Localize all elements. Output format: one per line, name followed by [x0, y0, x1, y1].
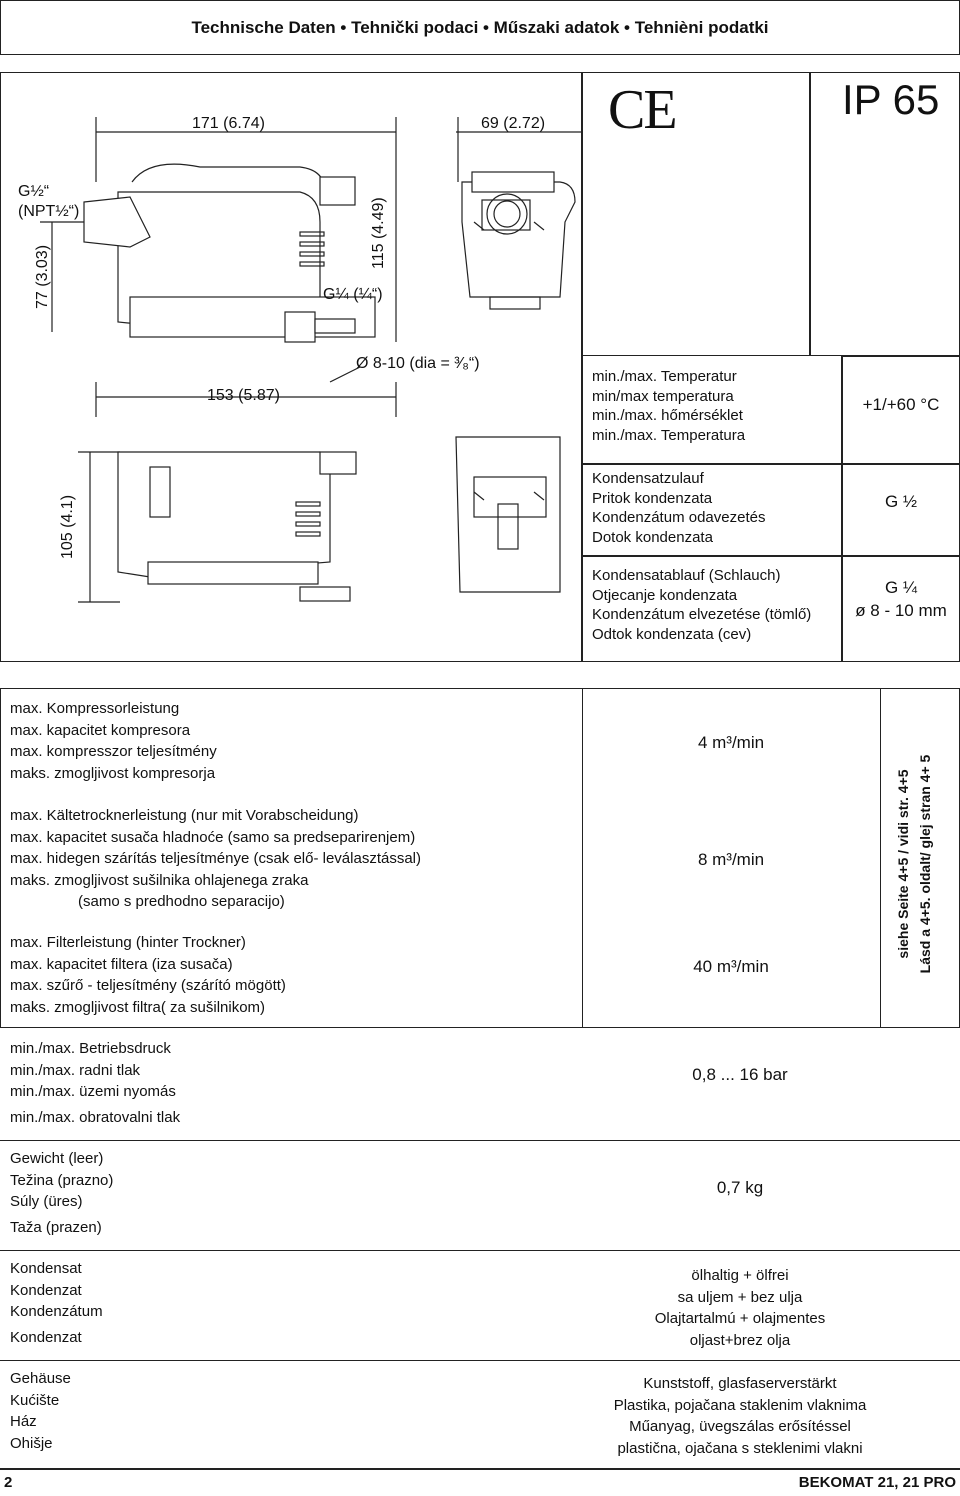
- page-number: 2: [4, 1474, 13, 1491]
- pressure-labels: min./max. Betriebsdruck min./max. radni tlak min./max. üzemi nyomás min./max. obratovalni tlak: [10, 1040, 181, 1126]
- weight-value: 0,7 kg: [716, 1178, 764, 1197]
- dimension-npt: (NPT½“): [18, 203, 80, 220]
- dimension-69: 69 (2.72): [481, 115, 546, 132]
- divider: [0, 1140, 960, 1141]
- ip-rating: IP 65: [842, 76, 940, 123]
- dimension-77: 77 (3.03): [34, 244, 51, 309]
- dimension-105: 105 (4.1): [59, 494, 76, 559]
- dimension-g12: G½“: [18, 183, 50, 200]
- dimension-115: 115 (4.49): [370, 197, 387, 269]
- divider: [0, 1250, 960, 1251]
- housing-labels: Gehäuse Kućište Ház Ohišje: [10, 1370, 71, 1452]
- housing-values: Kunststoff, glasfaserverstärkt Plastika, pojačana staklenim vlaknima Műanyag, üvegszálas erősítéssel plastična, ojačana s steklenimi vlakni: [613, 1375, 867, 1457]
- outlet-value-hose: ø 8 - 10 mm: [855, 601, 947, 620]
- divider: [880, 688, 881, 1028]
- compressor-labels: max. Kompressorleistung max. kapacitet kompresora max. kompresszor teljesítmény maks. zmogljivost kompresorja: [10, 700, 217, 782]
- product-name: BEKOMAT 21, 21 PRO: [798, 1474, 956, 1491]
- filter-labels: max. Filterleistung (hinter Trockner) max. kapacitet filtera (iza susača) max. szűrő - teljesítmény (szárító mögött) maks. zmogljivost filtra( za sušilnikom): [10, 934, 286, 1016]
- temperature-labels: min./max. Temperatur min/max temperatura min./max. hőmérséklet min./max. Temperatura: [592, 368, 746, 444]
- dimension-171: 171 (6.74): [192, 115, 265, 132]
- inlet-value: G ½: [884, 492, 918, 511]
- outlet-labels: Kondensatablauf (Schlauch) Otjecanje kondenzata Kondenzátum elvezetése (tömlő) Odtok kondenzata (cev): [592, 567, 812, 643]
- dryer-labels: max. Kältetrocknerleistung (nur mit Vorabscheidung) max. kapacitet susača hladnoće (samo sa predseparirenjem) max. hidegen szárítás teljesítménye (csak elő- leválasztással) maks. zmogljivost sušilnika ohlajenega zraka (samo s predhodno separacijo): [10, 807, 422, 910]
- device-drawing: [0, 72, 582, 662]
- page-title: Technische Daten • Tehnički podaci • Műszaki adatok • Tehnièni podatki: [191, 17, 769, 37]
- dimension-153: 153 (5.87): [207, 387, 280, 404]
- dryer-value: 8 m³/min: [697, 850, 765, 869]
- compressor-value: 4 m³/min: [697, 733, 765, 752]
- pressure-value: 0,8 ... 16 bar: [692, 1065, 788, 1084]
- weight-labels: Gewicht (leer) Težina (prazno) Súly (üres) Taža (prazen): [10, 1150, 114, 1236]
- condensate-labels: Kondensat Kondenzat Kondenzátum Kondenzat: [10, 1260, 103, 1346]
- dimension-g14: G¼ (¼“): [323, 286, 383, 303]
- divider: [0, 1360, 960, 1361]
- filter-value: 40 m³/min: [693, 957, 769, 976]
- side-note-2: Lásd a 4+5. oldalt/ glej stran 4+ 5: [917, 754, 933, 974]
- footer-rule: [0, 1468, 960, 1470]
- outlet-value-thread: G ¼: [884, 578, 918, 597]
- header-bar: [0, 0, 960, 55]
- side-note-1: siehe Seite 4+5 / vidi str. 4+5: [895, 769, 911, 959]
- condensate-values: ölhaltig + ölfrei sa uljem + bez ulja Olajtartalmú + olajmentes oljast+brez olja: [654, 1267, 826, 1349]
- ce-mark: CE: [608, 79, 676, 141]
- temperature-value: +1/+60 °C: [862, 395, 940, 414]
- dimension-hose: Ø 8-10 (dia = ³⁄₈“): [356, 355, 480, 372]
- inlet-labels: Kondensatzulauf Pritok kondenzata Kondenzátum odavezetés Dotok kondenzata: [592, 470, 766, 546]
